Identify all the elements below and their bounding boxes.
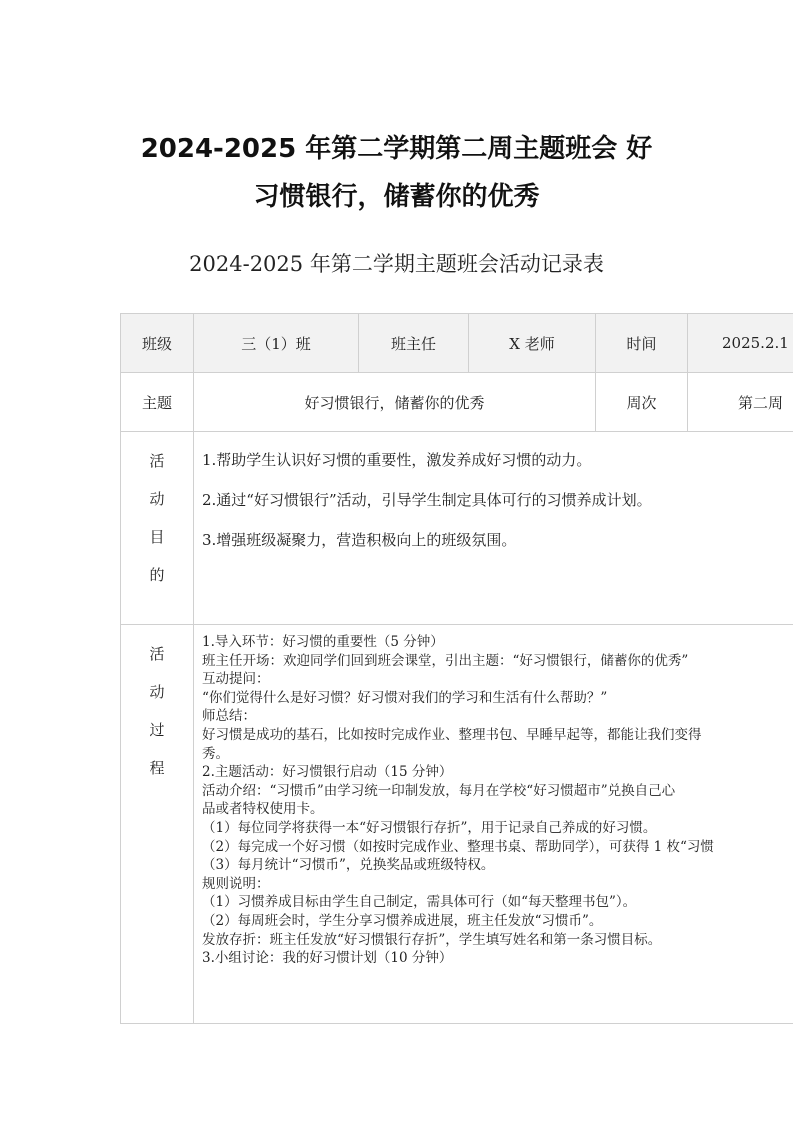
process-line: 活动介绍：“习惯币”由学习统一印制发放，每月在学校“好习惯超市”兑换自己心 — [202, 782, 676, 799]
process-content — [194, 625, 793, 1024]
label-char: 过 — [149, 721, 165, 739]
process-label — [121, 625, 194, 1024]
title-line-2: 习惯银行，储蓄你的优秀 — [253, 182, 540, 212]
teacher-label: 班主任 — [359, 314, 469, 373]
process-line: 发放存折：班主任发放“好习惯银行存折”，学生填写姓名和第一条习惯目标。 — [202, 931, 662, 948]
goals-label — [121, 432, 194, 625]
theme-value: 好习惯银行，储蓄你的优秀 — [194, 373, 596, 432]
process-line: （3）每月统计“习惯币”，兑换奖品或班级特权。 — [202, 857, 495, 874]
class-value: 三（1）班 — [194, 314, 359, 373]
theme-label: 主题 — [121, 373, 194, 432]
week-label: 周次 — [596, 373, 688, 432]
process-line: “你们觉得什么是好习惯？好习惯对我们的学习和生活有什么帮助？” — [202, 689, 608, 706]
label-char: 活 — [149, 452, 165, 470]
week-value: 第二周 — [688, 373, 793, 432]
process-line: 品或者特权使用卡。 — [202, 801, 324, 818]
process-line: 师总结： — [202, 708, 256, 725]
label-char: 目 — [149, 528, 165, 546]
goals-content — [194, 432, 793, 625]
label-char: 动 — [149, 490, 165, 508]
label-char: 活 — [149, 645, 165, 663]
process-line: 2.主题活动：好习惯银行启动（15 分钟） — [202, 764, 453, 781]
table-row — [121, 373, 793, 432]
label-char: 程 — [149, 759, 165, 777]
time-label: 时间 — [596, 314, 688, 373]
goal-item: 3.增强班级凝聚力，营造积极向上的班级氛围。 — [202, 531, 517, 549]
label-char: 的 — [149, 566, 165, 584]
process-line: 班主任开场：欢迎同学们回到班会课堂，引出主题：“好习惯银行，储蓄你的优秀” — [202, 652, 689, 669]
process-line: （1）习惯养成目标由学生自己制定，需具体可行（如“每天整理书包”）。 — [202, 894, 637, 911]
table-row — [121, 625, 793, 1024]
goal-item: 2.通过“好习惯银行”活动，引导学生制定具体可行的习惯养成计划。 — [202, 491, 652, 509]
process-line: （1）每位同学将获得一本“好习惯银行存折”，用于记录自己养成的好习惯。 — [202, 819, 657, 836]
process-line: 3.小组讨论：我的好习惯计划（10 分钟） — [202, 950, 453, 967]
process-line: 秀。 — [202, 745, 229, 762]
table-row — [121, 432, 793, 625]
teacher-value: X 老师 — [469, 314, 596, 373]
process-line: （2）每完成一个好习惯（如按时完成作业、整理书桌、帮助同学），可获得 1 枚“习惯 — [202, 838, 714, 855]
label-char: 动 — [149, 683, 165, 701]
process-line: 好习惯是成功的基石，比如按时完成作业、整理书包、早睡早起等，都能让我们变得 — [202, 726, 702, 743]
process-line: 互动提问： — [202, 671, 270, 688]
subtitle: 2024-2025 年第二学期主题班会活动记录表 — [189, 252, 604, 276]
table-row — [121, 314, 793, 373]
process-line: （2）每周班会时，学生分享习惯养成进展，班主任发放“习惯币”。 — [202, 912, 603, 929]
title-line-1: 2024-2025 年第二学期第二周主题班会 好 — [140, 134, 653, 164]
process-line: 1.导入环节：好习惯的重要性（5 分钟） — [202, 634, 444, 650]
process-line: 规则说明： — [202, 875, 270, 892]
time-value: 2025.2.1 — [688, 314, 793, 373]
goal-item: 1.帮助学生认识好习惯的重要性，激发养成好习惯的动力。 — [202, 451, 592, 469]
record-table — [120, 313, 793, 1024]
class-label: 班级 — [121, 314, 194, 373]
